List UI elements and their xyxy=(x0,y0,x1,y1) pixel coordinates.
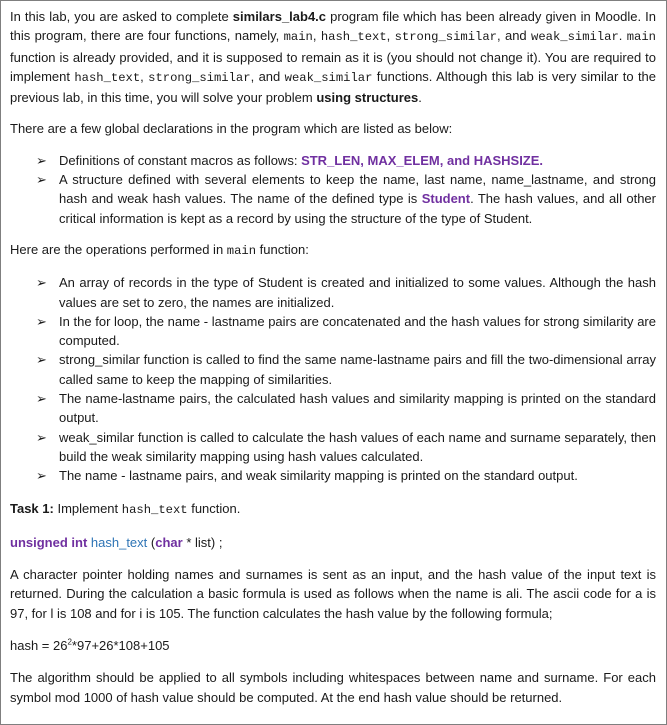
list-item: ➢ The name-lastname pairs, the calculated hash values and similarity mapping is printed on the standard output. xyxy=(36,391,656,426)
description-paragraph: A character pointer holding names and surnames is sent as an input, and the hash value of the input text is returned. During the calculation a basic formula is used as follows when the name is ali. The ascii code for a is 97, for l is 108 and for i is 105. The function calculates the hash value by the following formula; xyxy=(10,567,656,621)
list-item: ➢ weak_similar function is called to calculate the hash values of each name and surname separately, then build the weak similarity mapping using hash values calculated. xyxy=(36,429,656,464)
globals-list xyxy=(10,151,656,228)
arrow-bullet-icon: ➢ xyxy=(36,313,47,329)
arrow-bullet-icon: ➢ xyxy=(36,152,47,168)
file-name: similars_lab4.c xyxy=(232,9,327,24)
arrow-bullet-icon: ➢ xyxy=(36,429,47,445)
list-item: ➢ In the for loop, the name - lastname pairs are concatenated and the hash values for strong similarity are computed. xyxy=(36,313,656,349)
type-name: Student xyxy=(421,191,471,207)
list-item: ➢ A structure defined with several elements to keep the name, last name, name_lastname, and strong hash and weak hash values. The name of the defined type is Student. The hash values, and all other critical information is kept as a record by using the structure of the type of Student. xyxy=(36,172,656,226)
ops-list xyxy=(10,273,656,485)
macro-names: STR_LEN, MAX_ELEM, and HASHSIZE. xyxy=(301,152,544,168)
arrow-bullet-icon: ➢ xyxy=(36,172,47,188)
list-item: ➢ strong_similar function is called to find the same name-lastname pairs and fill the two-dimensional array called same to keep the mapping of similarities. xyxy=(36,352,656,387)
intro-paragraph: In this lab, you are asked to complete similars_lab4.c program file which has been already given in Moodle. In this program, there are four functions, namely, main, hash_text, strong_similar, and weak_similar. main function is already provided, and it is supposed to remain as it is (you should not change it). You are required to implement hash_text, strong_similar, and weak_similar functions. Although this lab is very similar to the previous lab, in this time, you will solve your problem using structures. xyxy=(10,9,657,106)
hash-formula: hash = $26^2*97+26*108+105$ xyxy=(10,637,170,654)
list-item: ➢ An array of records in the type of Student is created and initialized to some values. Although the hash values are set to zero, the names are initialized. xyxy=(36,275,656,310)
task1-heading: Task 1: Implement hash_text function. xyxy=(10,500,241,517)
function-signature: unsigned int hash_text (char * list) ; xyxy=(10,534,223,550)
globals-heading: There are a few global declarations in the program which are listed as below: xyxy=(10,121,453,137)
list-item: ➢ Definitions of constant macros as follows: STR_LEN, MAX_ELEM, and HASHSIZE. xyxy=(10,151,656,170)
arrow-bullet-icon: ➢ xyxy=(36,275,47,291)
arrow-bullet-icon: ➢ xyxy=(36,352,47,368)
arrow-bullet-icon: ➢ xyxy=(36,468,47,484)
arrow-bullet-icon: ➢ xyxy=(36,391,47,407)
ops-heading: Here are the operations performed in main function: xyxy=(10,241,309,258)
list-item: ➢ The name - lastname pairs, and weak similarity mapping is printed on the standard output. xyxy=(10,466,656,485)
algorithm-paragraph: The algorithm should be applied to all symbols including whitespaces between name and surname. For each symbol mod 1000 of hash value should be computed. At the end hash value should be returned. xyxy=(10,670,656,705)
